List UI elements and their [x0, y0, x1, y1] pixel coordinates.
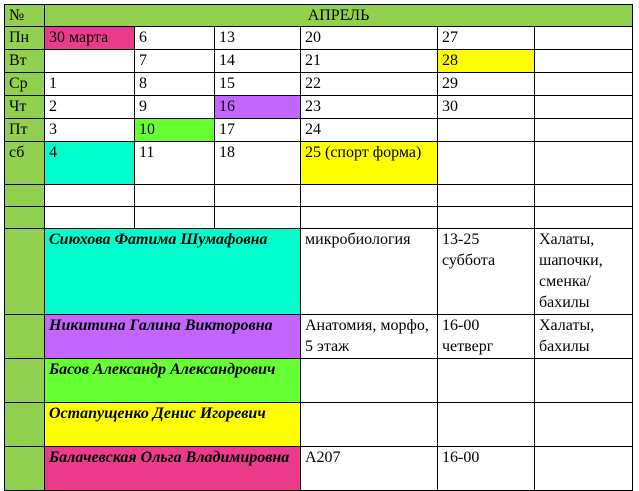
calendar-row-fri: [5, 119, 633, 142]
teacher-label-cell: [5, 447, 45, 491]
teacher-name: Сиюхова Фатима Шумафовна: [45, 229, 301, 315]
date-cell: [535, 73, 633, 96]
date-cell: [535, 27, 633, 50]
items-cell: Халаты, шапочки, сменка/ бахилы: [535, 229, 633, 315]
teacher-row: [5, 229, 633, 315]
day-label-sat: сб: [5, 142, 45, 185]
time-cell: [438, 403, 535, 447]
calendar-row-sat: [5, 142, 633, 185]
date-cell: 21: [301, 50, 438, 73]
date-cell: 11: [135, 142, 215, 185]
day-label-mon: Пн: [5, 27, 45, 50]
date-cell: 16: [215, 96, 301, 119]
empty-row: [5, 207, 633, 229]
date-cell: [535, 119, 633, 142]
day-label-thu: Чт: [5, 96, 45, 119]
date-cell: 14: [215, 50, 301, 73]
date-cell: 30 марта: [45, 27, 135, 50]
date-cell: 8: [135, 73, 215, 96]
date-cell: 24: [301, 119, 438, 142]
empty-cell: [215, 207, 301, 229]
subject-cell: [301, 403, 438, 447]
date-cell: 6: [135, 27, 215, 50]
date-cell: 18: [215, 142, 301, 185]
date-cell: 3: [45, 119, 135, 142]
date-cell: 20: [301, 27, 438, 50]
empty-cell: [135, 185, 215, 207]
time-cell: 13-25 суббота: [438, 229, 535, 315]
subject-cell: Анатомия, морфо, 5 этаж: [301, 315, 438, 359]
subject-cell: [301, 359, 438, 403]
empty-cell: [45, 185, 135, 207]
date-cell: 2: [45, 96, 135, 119]
calendar-row-wed: [5, 73, 633, 96]
day-label-wed: Ср: [5, 73, 45, 96]
teacher-label-cell: [5, 315, 45, 359]
teacher-label-cell: [5, 359, 45, 403]
empty-cell: [438, 185, 535, 207]
date-cell: [438, 119, 535, 142]
empty-label-cell: [5, 207, 45, 229]
date-cell: 9: [135, 96, 215, 119]
date-cell: 15: [215, 73, 301, 96]
date-cell: [535, 96, 633, 119]
calendar-row-thu: [5, 96, 633, 119]
teacher-row: [5, 359, 633, 403]
date-cell: [438, 142, 535, 185]
date-cell: 22: [301, 73, 438, 96]
teacher-row: [5, 403, 633, 447]
teacher-label-cell: [5, 229, 45, 315]
day-label-fri: Пт: [5, 119, 45, 142]
schedule-table: [4, 4, 633, 491]
subject-cell: А207: [301, 447, 438, 491]
date-cell: 10: [135, 119, 215, 142]
items-cell: Халаты, бахилы: [535, 315, 633, 359]
items-cell: [535, 359, 633, 403]
time-cell: [438, 359, 535, 403]
empty-cell: [215, 185, 301, 207]
date-cell: 25 (спорт форма): [301, 142, 438, 185]
empty-row: [5, 185, 633, 207]
empty-cell: [535, 207, 633, 229]
date-cell: 29: [438, 73, 535, 96]
date-cell: 23: [301, 96, 438, 119]
date-cell: 7: [135, 50, 215, 73]
teacher-row: [5, 315, 633, 359]
teacher-name: Балачевская Ольга Владимировна: [45, 447, 301, 491]
empty-cell: [45, 207, 135, 229]
empty-cell: [301, 185, 438, 207]
day-label-tue: Вт: [5, 50, 45, 73]
calendar-row-tue: [5, 50, 633, 73]
date-cell: 13: [215, 27, 301, 50]
teacher-name: Остапущенко Денис Игоревич: [45, 403, 301, 447]
date-cell: 28: [438, 50, 535, 73]
calendar-row-mon: [5, 27, 633, 50]
subject-cell: микробиология: [301, 229, 438, 315]
time-cell: 16-00 четверг: [438, 315, 535, 359]
empty-cell: [438, 207, 535, 229]
date-cell: [535, 142, 633, 185]
time-cell: 16-00: [438, 447, 535, 491]
teacher-label-cell: [5, 403, 45, 447]
number-header: №: [5, 5, 45, 27]
date-cell: [45, 50, 135, 73]
empty-cell: [301, 207, 438, 229]
empty-cell: [135, 207, 215, 229]
empty-cell: [535, 185, 633, 207]
teacher-row: [5, 447, 633, 491]
items-cell: [535, 403, 633, 447]
date-cell: 30: [438, 96, 535, 119]
teacher-name: Никитина Галина Викторовна: [45, 315, 301, 359]
teacher-name: Басов Александр Александрович: [45, 359, 301, 403]
date-cell: 4: [45, 142, 135, 185]
date-cell: 27: [438, 27, 535, 50]
date-cell: 1: [45, 73, 135, 96]
header-row: [5, 5, 633, 27]
date-cell: 17: [215, 119, 301, 142]
date-cell: [535, 50, 633, 73]
items-cell: [535, 447, 633, 491]
empty-label-cell: [5, 185, 45, 207]
month-header: АПРЕЛЬ: [45, 5, 633, 27]
